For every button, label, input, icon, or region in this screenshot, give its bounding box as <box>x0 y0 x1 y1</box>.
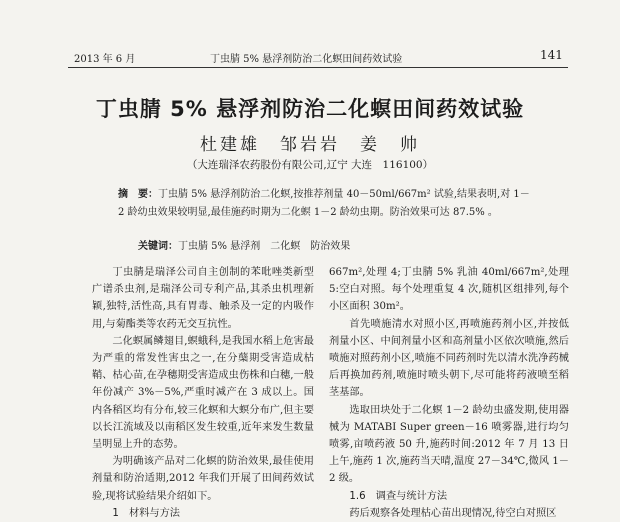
page-number: 141 <box>540 48 563 62</box>
keywords-label: 关键词： <box>138 241 178 252</box>
running-title: 丁虫腈 5% 悬浮剂防治二化螟田间药效试验 <box>210 54 403 65</box>
body-paragraph: 二化螟属鳞翅目,螟蛾科,是我国水稻上危害最为严重的常发性害虫之一,在分蘖期受害造成枯鞘、枯心苗,在孕穗期受害造成虫伤株和白穗,一般年份减产 3%－5%,严重时减产在 3 成以上。国内各稻区均有分布,较三化螟和大螟分布广,但主要以长江流域及以南稻区发生较重,近年来发生数量呈明显上升的态势。 <box>92 335 314 451</box>
section-heading: 1.6 调查与统计方法 <box>349 490 448 502</box>
left-column <box>92 264 314 522</box>
abstract-label: 摘 要： <box>118 189 158 200</box>
header-rule <box>68 67 568 68</box>
article-authors: 杜建雄 邹岩岩 姜 帅 <box>200 135 420 155</box>
right-column <box>329 264 569 522</box>
body-paragraph-continued: 667m²,处理 4;丁虫腈 5% 乳油 40ml/667m²,处理 5:空白对照。每个处理重复 4 次,随机区组排列,每个小区面积 30m²。 <box>329 267 569 313</box>
abstract-text: 丁虫腈 5% 悬浮剂防治二化螟,按推荐剂量 40－50ml/667m² 试验,结果表明,对 1－2 龄幼虫效果较明显,最佳施药时期为二化螟 1－2 龄幼虫期。防治效果可达 87.5% 。 <box>118 189 530 218</box>
issue-date: 2013 年 6 月 <box>74 54 136 65</box>
article-title: 丁虫腈 5% 悬浮剂防治二化螟田间药效试验 <box>95 97 525 121</box>
body-paragraph: 丁虫腈是瑞泽公司自主创制的苯吡唑类新型广谱杀虫剂,是瑞泽公司专利产品,其杀虫机理新颖,独特,活性高,具有胃毒、触杀及一定的内吸作用,与菊酯类等农药无交互抗性。 <box>92 267 314 330</box>
body-paragraph: 药后观察各处理枯心苗出现情况,待空白对照区 <box>349 507 557 519</box>
body-paragraph: 首先喷施清水对照小区,再喷施药剂小区,并按低剂量小区、中间剂量小区和高剂量小区依次喷施,然后喷施对照药剂小区,喷施不同药剂时先以清水洗净药械后再换加药剂,喷施时喷头朝下,尽可能将药液喷至稻茎基部。 <box>329 318 569 399</box>
author-affiliation: （大连瑞泽农药股份有限公司,辽宁 大连 116100） <box>186 159 434 171</box>
body-paragraph: 为明确该产品对二化螟的防治效果,最佳使用剂量和防治适期,2012 年我们开展了田间药效试验,现将试验结果介绍如下。 <box>92 456 314 502</box>
keywords-text: 丁虫腈 5% 悬浮剂 二化螟 防治效果 <box>178 241 351 252</box>
abstract <box>118 186 531 222</box>
keywords <box>138 237 350 252</box>
section-heading: 1 材料与方法 <box>112 507 180 519</box>
body-paragraph: 选取田块处于二化螟 1－2 龄幼虫盛发期,使用器械为 MATABI Super green－16 喷雾器,进行均匀喷雾,亩喷药液 50 升,施药时间:2012 年 7 月 13 日上午,施药 1 次,施药当天晴,温度 27－34℃,微风 1－2 级。 <box>329 404 569 485</box>
